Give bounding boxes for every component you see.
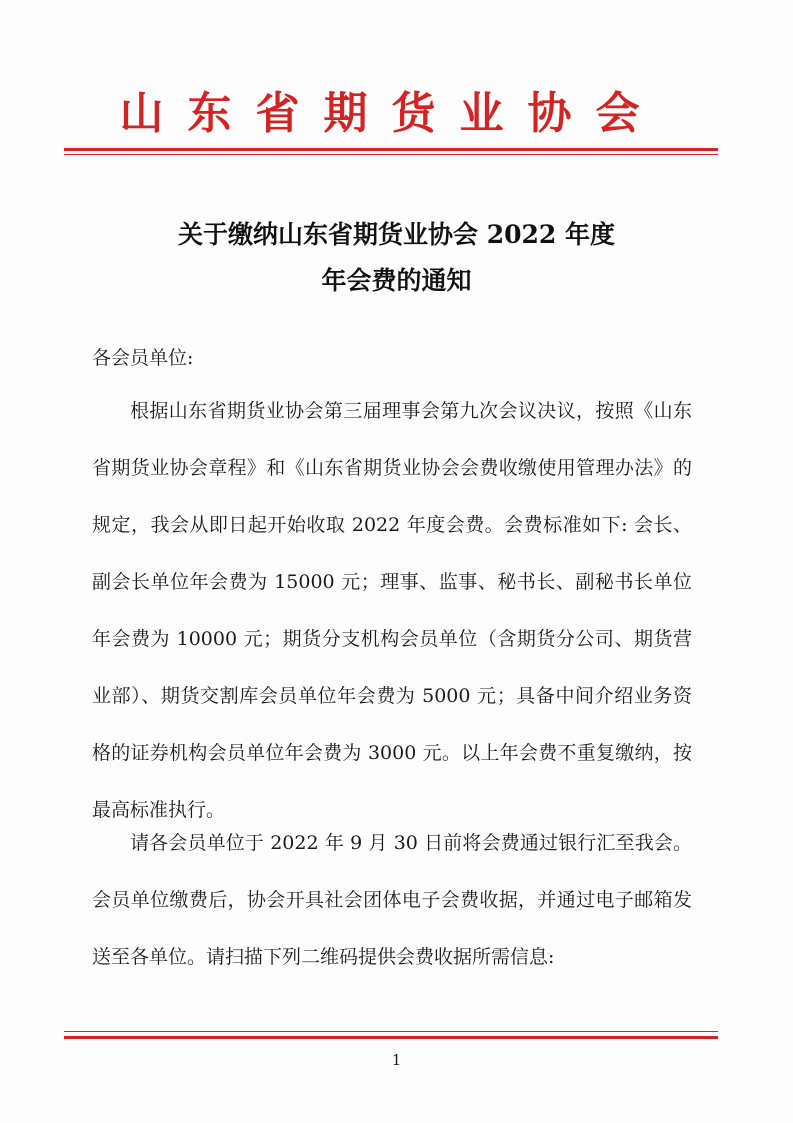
masthead-rule-thin [64,154,718,155]
masthead-title: 山东省期货业协会 [119,88,664,139]
body-paragraph-2: 请各会员单位于 2022 年 9 月 30 日前将会费通过银行汇至我会。会员单位缴费后，协会开具社会团体电子会费收据，并通过电子邮箱发送至各单位。请扫描下列二维码提供会费收据所需信息: [92,832,692,968]
page-number: 1 [391,1051,402,1069]
body-paragraph-1: 根据山东省期货业协会第三届理事会第九次会议决议，按照《山东省期货业协会章程》和《山东省期货业协会会费收缴使用管理办法》的规定，我会从即日起开始收取 2022 年度会费。会费标准如下: 会长、副会长单位年会费为 15000 元；理事、监事、秘书长、副秘书长单位年会费为 10000 元；期货分支机构会员单位（含期货分公司、期货营业部）、期货交割库会员单位年会费为 5000 元；具备中间介绍业务资格的证券机构会员单位年会费为 3000 元。以上年会费不重复缴纳，按最高标准执行。 [92,400,692,821]
document-title-line-2: 年会费的通知 [321,266,472,295]
masthead-rule-thick [64,148,718,151]
footer-rule-thin [64,1031,718,1032]
document-title-line-1: 关于缴纳山东省期货业协会 2022 年度 [178,220,615,249]
footer-rule-thick [64,1036,718,1039]
salutation: 各会员单位: [92,347,194,369]
